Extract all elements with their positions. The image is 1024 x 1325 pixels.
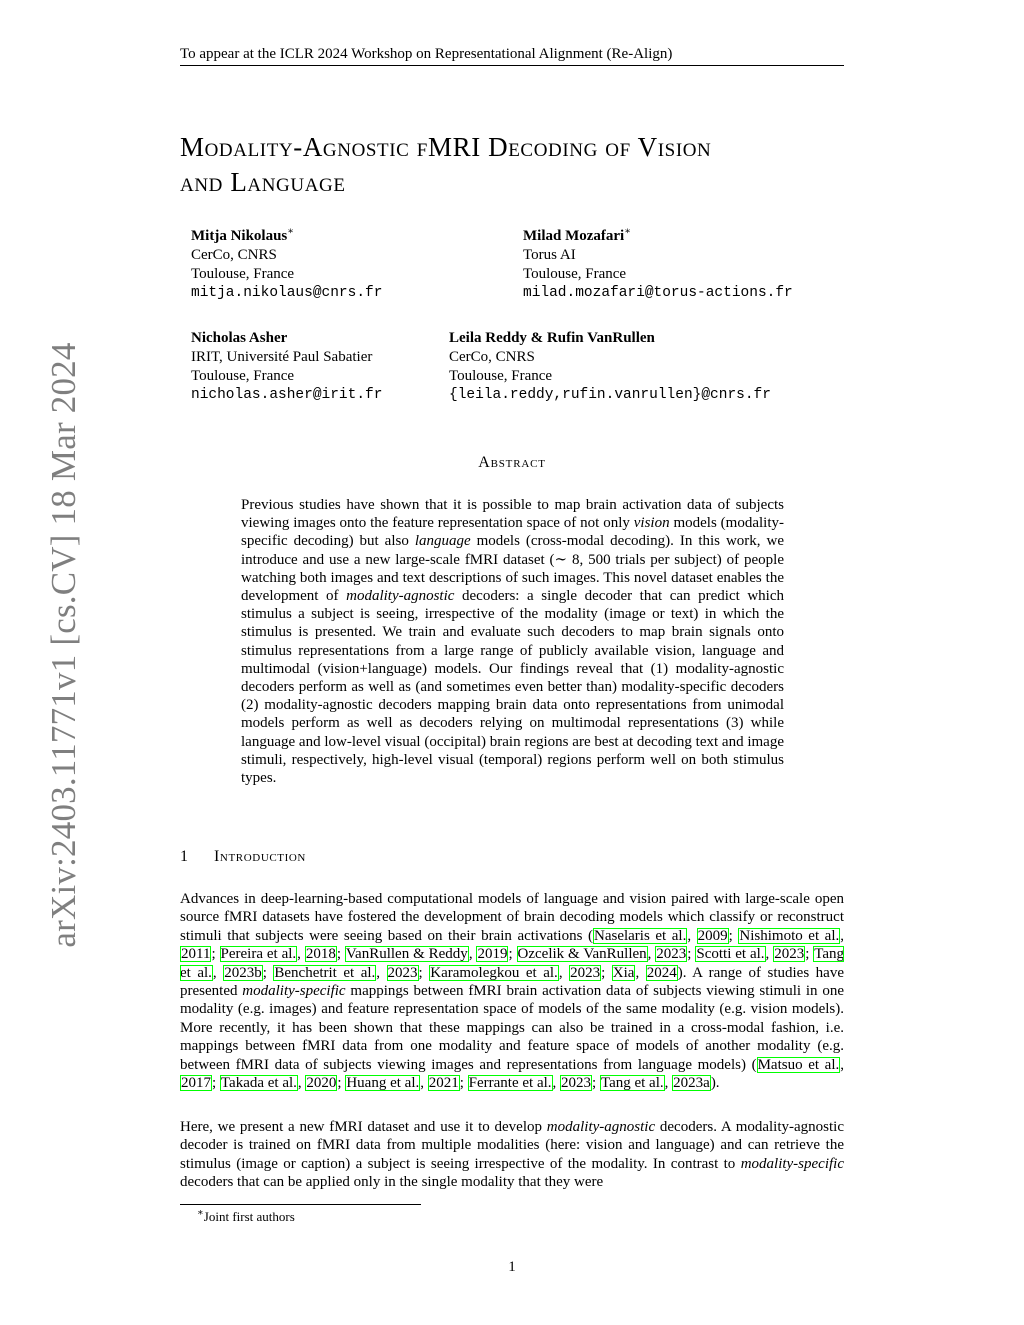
section-title: Introduction — [214, 848, 306, 865]
citation-link[interactable]: Tang et al. — [600, 1075, 664, 1092]
author-block-2 — [523, 227, 793, 303]
author-block-3 — [191, 329, 382, 405]
paragraph-text: Here, we present a new fMRI dataset and use it to develop — [180, 1119, 547, 1135]
author-mark: ∗ — [287, 226, 295, 237]
running-header: To appear at the ICLR 2024 Workshop on Representational Alignment (Re-Align) — [180, 46, 673, 62]
citation-link[interactable]: Huang et al. — [346, 1075, 420, 1092]
citation-link[interactable]: Benchetrit et al. — [274, 964, 376, 981]
abstract-emphasis: modality-agnostic — [346, 588, 455, 605]
citation-year-link[interactable]: 2023 — [561, 1075, 592, 1092]
citation-year-link[interactable]: 2023b — [224, 964, 262, 981]
citation-year-link[interactable]: 2009 — [697, 927, 728, 944]
page-number: 1 — [508, 1259, 516, 1275]
citation-link[interactable]: VanRullen & Reddy — [345, 946, 468, 963]
citation-link[interactable]: Xia — [612, 964, 635, 981]
author-email: milad.mozafari@torus-actions.fr — [523, 285, 793, 301]
intro-paragraph-2 — [180, 1118, 844, 1192]
footnote-rule — [180, 1204, 421, 1205]
citation-year-link[interactable]: 2019 — [477, 946, 508, 963]
paragraph-text: Advances in deep-learning-based computational models of language and vision paired with large-scale open source fMRI datasets have fostered the development of brain decoding models which classify or reconstruct stimuli that subjects were seeing based on their brain activations ( — [180, 891, 844, 944]
citation-link[interactable]: Ferrante et al. — [468, 1075, 552, 1092]
title-line-1: Modality-Agnostic fMRI Decoding of Vision — [180, 132, 712, 162]
citation-year-link[interactable]: 2020 — [306, 1075, 337, 1092]
citation-year-link[interactable]: 2023 — [570, 964, 601, 981]
author-location: Toulouse, France — [449, 368, 553, 384]
author-affiliation: IRIT, Université Paul Sabatier — [191, 349, 373, 365]
citation-year-link[interactable]: 2023a — [673, 1075, 710, 1092]
citation-link[interactable]: Nishimoto et al. — [739, 927, 840, 944]
author-email: {leila.reddy,rufin.vanrullen}@cnrs.fr — [449, 387, 771, 403]
header-rule — [180, 65, 844, 66]
title-line-2: and Language — [180, 167, 346, 197]
paragraph-text: ). A range of studies have presented — [180, 964, 844, 1000]
abstract-span: decoders: a single decoder that can predict which stimulus a subject is seeing, irrespective of the modality (image or text) in which the stimulus is presented. We train and evaluate such decoders to map brain signals onto stimulus representations from a large range of publicly available vision, language and multimodal (vision+language) models. Our findings reveal that (1) modality-agnostic decoders perform as well as (and sometimes even better than) modality-specific decoders (2) modality-agnostic decoders mapping brain data onto representations from unimodal models perform as well as decoders relying on multimodal representations (3) while language and low-level visual (occipital) brain regions are best at decoding text and image stimuli, respectively, high-level visual (temporal) regions perform well on both stimulus types. — [241, 588, 784, 787]
author-name: Nicholas Asher — [191, 330, 288, 346]
paragraph-text: ). — [710, 1075, 720, 1092]
arxiv-identifier-stamp: arXiv:2403.11771v1 [cs.CV] 18 Mar 2024 — [44, 342, 83, 948]
citation-year-link[interactable]: 2017 — [181, 1075, 211, 1092]
citation-link[interactable]: Karamolegkou et al. — [430, 964, 558, 981]
paper-title — [180, 130, 860, 200]
citation-year-link[interactable]: 2023 — [774, 946, 805, 963]
section-number: 1 — [180, 848, 189, 865]
citation-year-link[interactable]: 2011 — [181, 946, 211, 963]
paragraph-emphasis: modality-agnostic — [546, 1119, 656, 1135]
abstract-span: Previous studies have shown that it is possible to map brain activation data of subjects viewing images onto the feature representation space of not only — [241, 497, 784, 532]
abstract-span: models (modality-specific decoding) but also — [241, 515, 784, 550]
abstract-heading: Abstract — [478, 454, 546, 471]
author-affiliation: CerCo, CNRS — [191, 247, 277, 263]
citation-link[interactable]: Naselaris et al. — [594, 927, 687, 944]
author-name: Mitja Nikolaus — [191, 228, 288, 244]
intro-paragraph-1: Advances in deep-learning-based computational models of language and vision paired with large-scale open source fMRI datasets have fostered the development of brain decoding models which classify or reconstruct stimuli that subjects were seeing based on their brain activations (Naselaris et al., 2009; Nishimoto et al., 2011; Pereira et al., 2018; VanRullen & Reddy, 2019; Ozcelik & VanRullen, 2023; Scotti et al., 2023; Tang et al., 2023b; Benchetrit et al., 2023; Karamolegkou et al., 2023; Xia, 2024). A range of studies have presented modality-specific mappings between fMRI brain activation data of subjects viewing stimuli in one modality (e.g. images) and feature representation space of models of the same modality (e.g. vision models). More recently, it has been shown that these mappings can also be trained in a cross-modal fashion, i.e. mappings between fMRI data from one modality and feature space of models of another modality (e.g. between fMRI data of subjects viewing images and representations from language models) (Matsuo et al., 2017; Takada et al., 2020; Huang et al., 2021; Ferrante et al., 2023; Tang et al., 2023a). — [180, 891, 845, 1092]
citation-year-link[interactable]: 2021 — [428, 1075, 459, 1092]
citation-link[interactable]: Matsuo et al. — [757, 1056, 840, 1073]
citation-link[interactable]: Pereira et al. — [220, 946, 297, 963]
citation-year-link[interactable]: 2023 — [656, 946, 687, 963]
author-affiliation: Torus AI — [523, 247, 576, 263]
paragraph-emphasis: modality-specific — [740, 1155, 844, 1172]
author-name: Leila Reddy & Rufin VanRullen — [449, 330, 655, 346]
abstract-span: models (cross-modal decoding). In this work, we introduce and use a new large-scale fMRI dataset (∼ 8, 500 trials per subject) of people watching both images and text descriptions of such images. This novel dataset enables the development of — [241, 533, 784, 605]
author-name: Milad Mozafari — [523, 228, 625, 244]
paragraph-emphasis: modality-specific — [242, 983, 346, 1000]
author-block-4 — [449, 329, 771, 405]
citation-link[interactable]: Tang et al. — [180, 946, 845, 981]
author-block-1 — [191, 227, 382, 303]
citation-year-link[interactable]: 2024 — [646, 964, 677, 981]
citation-link[interactable]: Scotti et al. — [696, 946, 765, 963]
author-location: Toulouse, France — [523, 266, 627, 282]
footnote-mark: ∗ — [197, 1207, 204, 1219]
footnote — [197, 1208, 295, 1225]
citation-year-link[interactable]: 2023 — [387, 964, 418, 981]
citation-link[interactable]: Takada et al. — [220, 1075, 297, 1092]
author-location: Toulouse, France — [191, 368, 295, 384]
author-location: Toulouse, France — [191, 266, 295, 282]
citation-link[interactable]: Ozcelik & VanRullen — [517, 946, 647, 963]
abstract-text — [241, 496, 784, 787]
citation-year-link[interactable]: 2018 — [305, 946, 336, 963]
author-mark: ∗ — [624, 226, 632, 237]
footnote-text: Joint first authors — [203, 1209, 295, 1224]
paragraph-text: decoders. A modality-agnostic decoder is trained on fMRI data from multiple modalities (here: vision and language) and can retrieve the stimulus (image or caption) a subject is seeing irrespective of the modality. In contrast to — [180, 1119, 844, 1172]
author-affiliation: CerCo, CNRS — [449, 349, 535, 365]
abstract-emphasis: vision — [633, 515, 670, 532]
section-heading-introduction — [180, 847, 306, 867]
abstract-emphasis: language — [414, 533, 471, 550]
paragraph-text: mappings between fMRI brain activation data of subjects viewing stimuli in one modality (e.g. images) and feature representation space of models of the same modality (e.g. vision models). More recently, it has been shown that these mappings can also be trained in a cross-modal fashion, i.e. mappings between fMRI data from one modality and feature space of models of another modality (e.g. between fMRI data of subjects viewing images and representations from language models) ( — [180, 983, 844, 1073]
author-email: nicholas.asher@irit.fr — [191, 387, 383, 403]
paragraph-text: decoders that can be applied only in the single modality that they were — [180, 1174, 604, 1191]
author-email: mitja.nikolaus@cnrs.fr — [191, 285, 383, 301]
